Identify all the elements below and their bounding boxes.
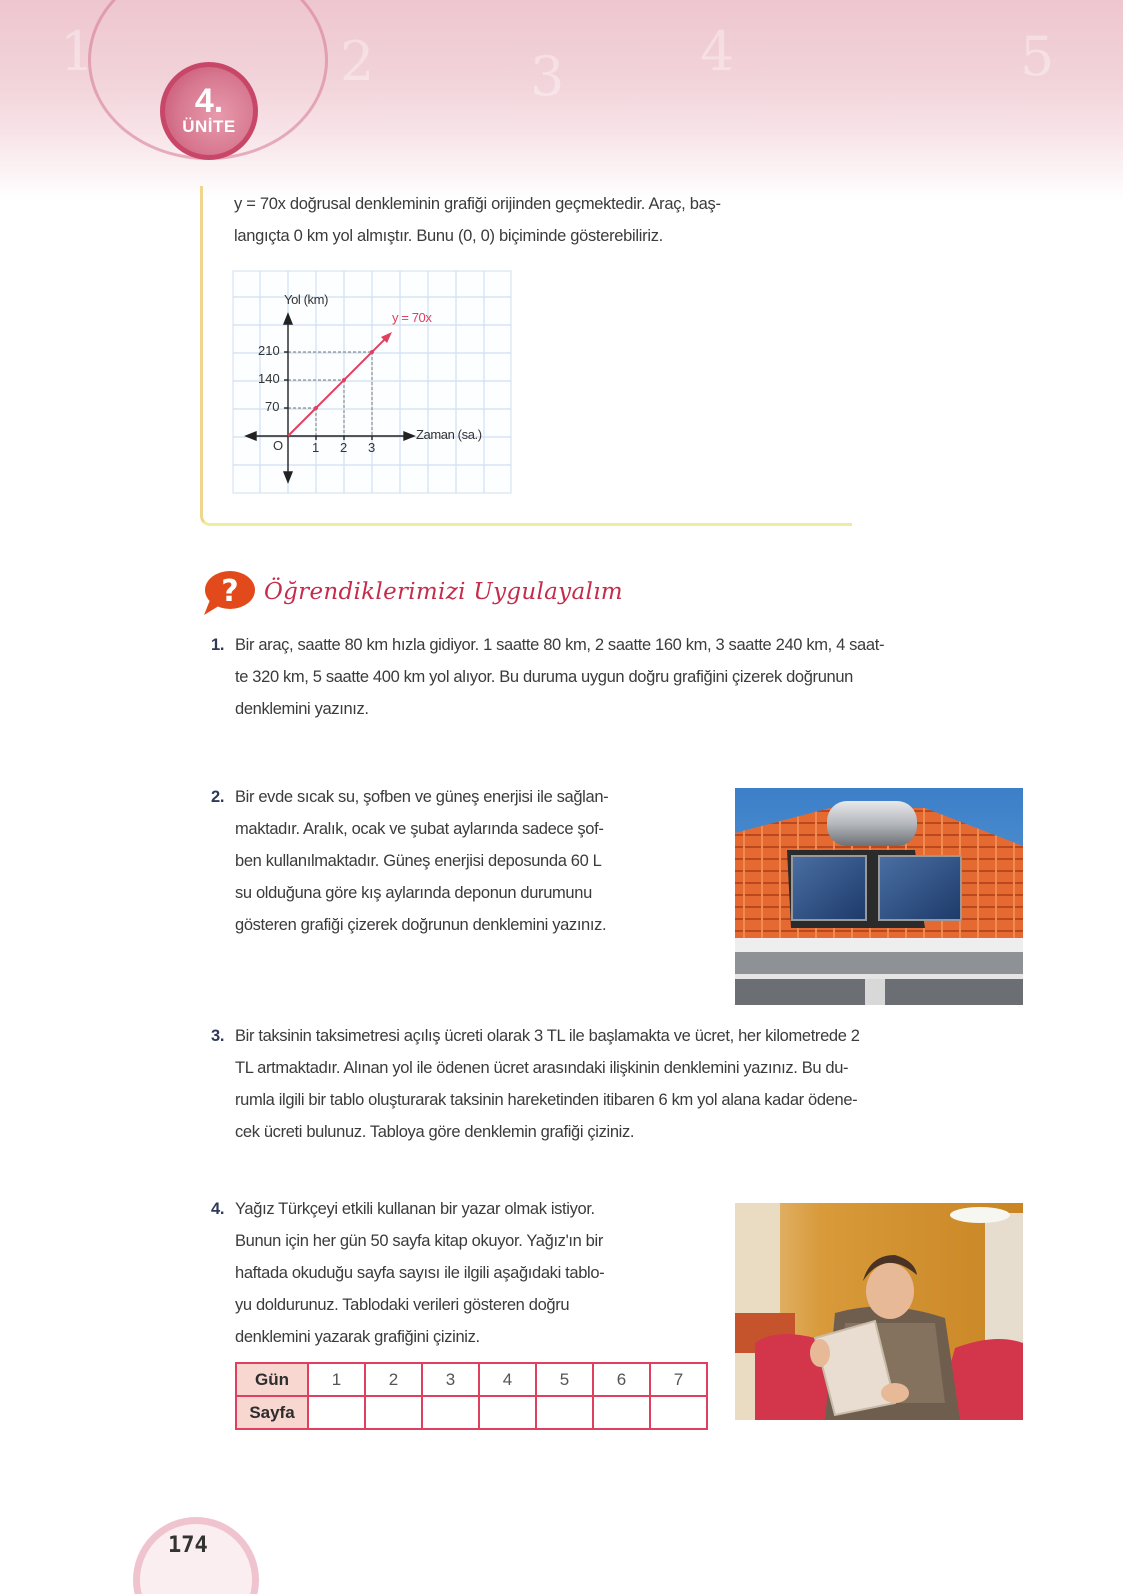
page-cell-empty[interactable] xyxy=(365,1396,422,1429)
question-line: TL artmaktadır. Alınan yol ile ödenen ücret arasındaki ilişkinin denklemini yazınız. Bu du- xyxy=(235,1059,849,1077)
page-cell-empty[interactable] xyxy=(422,1396,479,1429)
question-line: Bunun için her gün 50 sayfa kitap okuyor. Yağız'ın bir xyxy=(235,1232,603,1250)
solar-water-heater-photo xyxy=(735,788,1023,1005)
question-3 xyxy=(211,1020,1021,1148)
question-bubble-icon xyxy=(200,570,256,614)
question-line: ben kullanılmaktadır. Güneş enerjisi deposunda 60 L xyxy=(235,852,602,870)
page-cell-empty[interactable] xyxy=(479,1396,536,1429)
table-row-days xyxy=(236,1363,707,1396)
question-line: Bir taksinin taksimetresi açılış ücreti olarak 3 TL ile başlamakta ve ücret, her kilometrede 2 xyxy=(235,1027,860,1045)
day-cell: 1 xyxy=(308,1363,365,1396)
question-line: Bir araç, saatte 80 km hızla gidiyor. 1 saatte 80 km, 2 saatte 160 km, 3 saatte 240 km, 4 saat- xyxy=(235,636,885,654)
question-line: gösteren grafiği çizerek doğrunun denklemini yazınız. xyxy=(235,916,607,934)
deco-digit: 3 xyxy=(530,45,565,108)
question-number: 4. xyxy=(211,1200,225,1218)
page-cell-empty[interactable] xyxy=(308,1396,365,1429)
question-line: te 320 km, 5 saatte 400 km yol alıyor. Bu duruma uygun doğru grafiğini çizerek doğrunun xyxy=(235,668,854,686)
origin-label: O xyxy=(273,438,284,453)
question-1 xyxy=(211,629,1021,725)
x-axis-label: Zaman (sa.) xyxy=(416,427,482,442)
row-header-gun: Gün xyxy=(236,1363,308,1396)
day-cell: 7 xyxy=(650,1363,707,1396)
question-2 xyxy=(211,781,711,941)
unit-number: 4. xyxy=(194,82,224,120)
question-line: cek ücreti bulunuz. Tabloya göre denklemin grafiği çiziniz. xyxy=(235,1123,635,1141)
question-line: Yağız Türkçeyi etkili kullanan bir yazar olmak istiyor. xyxy=(235,1200,595,1218)
page-cell-empty[interactable] xyxy=(593,1396,650,1429)
y-axis-label: Yol (km) xyxy=(284,292,328,307)
x-tick-3: 3 xyxy=(368,440,376,455)
deco-digit: 4 xyxy=(700,20,735,83)
question-line: denklemini yazınız. xyxy=(235,700,369,718)
deco-digit: 2 xyxy=(340,30,375,93)
info-line: y = 70x doğrusal denkleminin grafiği orijinden geçmektedir. Araç, baş- xyxy=(234,195,721,213)
deco-digit: 1 xyxy=(60,20,95,83)
section-heading xyxy=(200,568,623,616)
info-line: langıçta 0 km yol almıştır. Bunu (0, 0) biçiminde gösterebiliriz. xyxy=(234,227,663,245)
question-4 xyxy=(211,1193,711,1353)
question-line: Bir evde sıcak su, şofben ve güneş enerjisi ile sağlan- xyxy=(235,788,609,806)
unit-label: ÜNİTE xyxy=(182,117,236,136)
row-header-sayfa: Sayfa xyxy=(236,1396,308,1429)
question-line: haftada okuduğu sayfa sayısı ile ilgili aşağıdaki tablo- xyxy=(235,1264,605,1282)
deco-digit: 5 xyxy=(1020,25,1055,88)
question-number: 3. xyxy=(211,1027,225,1045)
question-line: denklemini yazarak grafiğini çiziniz. xyxy=(235,1328,480,1346)
unit-badge xyxy=(160,62,258,160)
boy-reading-photo xyxy=(735,1203,1023,1420)
table-row-pages xyxy=(236,1396,707,1429)
page-cell-empty[interactable] xyxy=(536,1396,593,1429)
info-box-text xyxy=(234,188,844,252)
line-graph-y-70x xyxy=(232,270,522,496)
y-tick-70: 70 xyxy=(265,399,280,414)
day-cell: 2 xyxy=(365,1363,422,1396)
page-number: 174 xyxy=(168,1533,208,1558)
svg-text:?: ? xyxy=(221,574,239,609)
days-pages-table xyxy=(235,1362,708,1430)
page-cell-empty[interactable] xyxy=(650,1396,707,1429)
day-cell: 6 xyxy=(593,1363,650,1396)
line-equation-label: y = 70x xyxy=(392,310,432,325)
y-tick-140: 140 xyxy=(258,371,280,386)
question-line: maktadır. Aralık, ocak ve şubat aylarında sadece şof- xyxy=(235,820,604,838)
question-number: 2. xyxy=(211,788,225,806)
y-tick-210: 210 xyxy=(258,343,280,358)
day-cell: 3 xyxy=(422,1363,479,1396)
question-line: su olduğuna göre kış aylarında deponun durumunu xyxy=(235,884,592,902)
question-number: 1. xyxy=(211,636,225,654)
day-cell: 5 xyxy=(536,1363,593,1396)
question-line: yu doldurunuz. Tablodaki verileri gösteren doğru xyxy=(235,1296,570,1314)
question-line: rumla ilgili bir tablo oluşturarak taksinin hareketinden itibaren 6 km yol alana kadar ödene- xyxy=(235,1091,858,1109)
section-title: Öğrendiklerimizi Uygulayalım xyxy=(264,579,623,605)
day-cell: 4 xyxy=(479,1363,536,1396)
x-tick-1: 1 xyxy=(312,440,320,455)
x-tick-2: 2 xyxy=(340,440,348,455)
